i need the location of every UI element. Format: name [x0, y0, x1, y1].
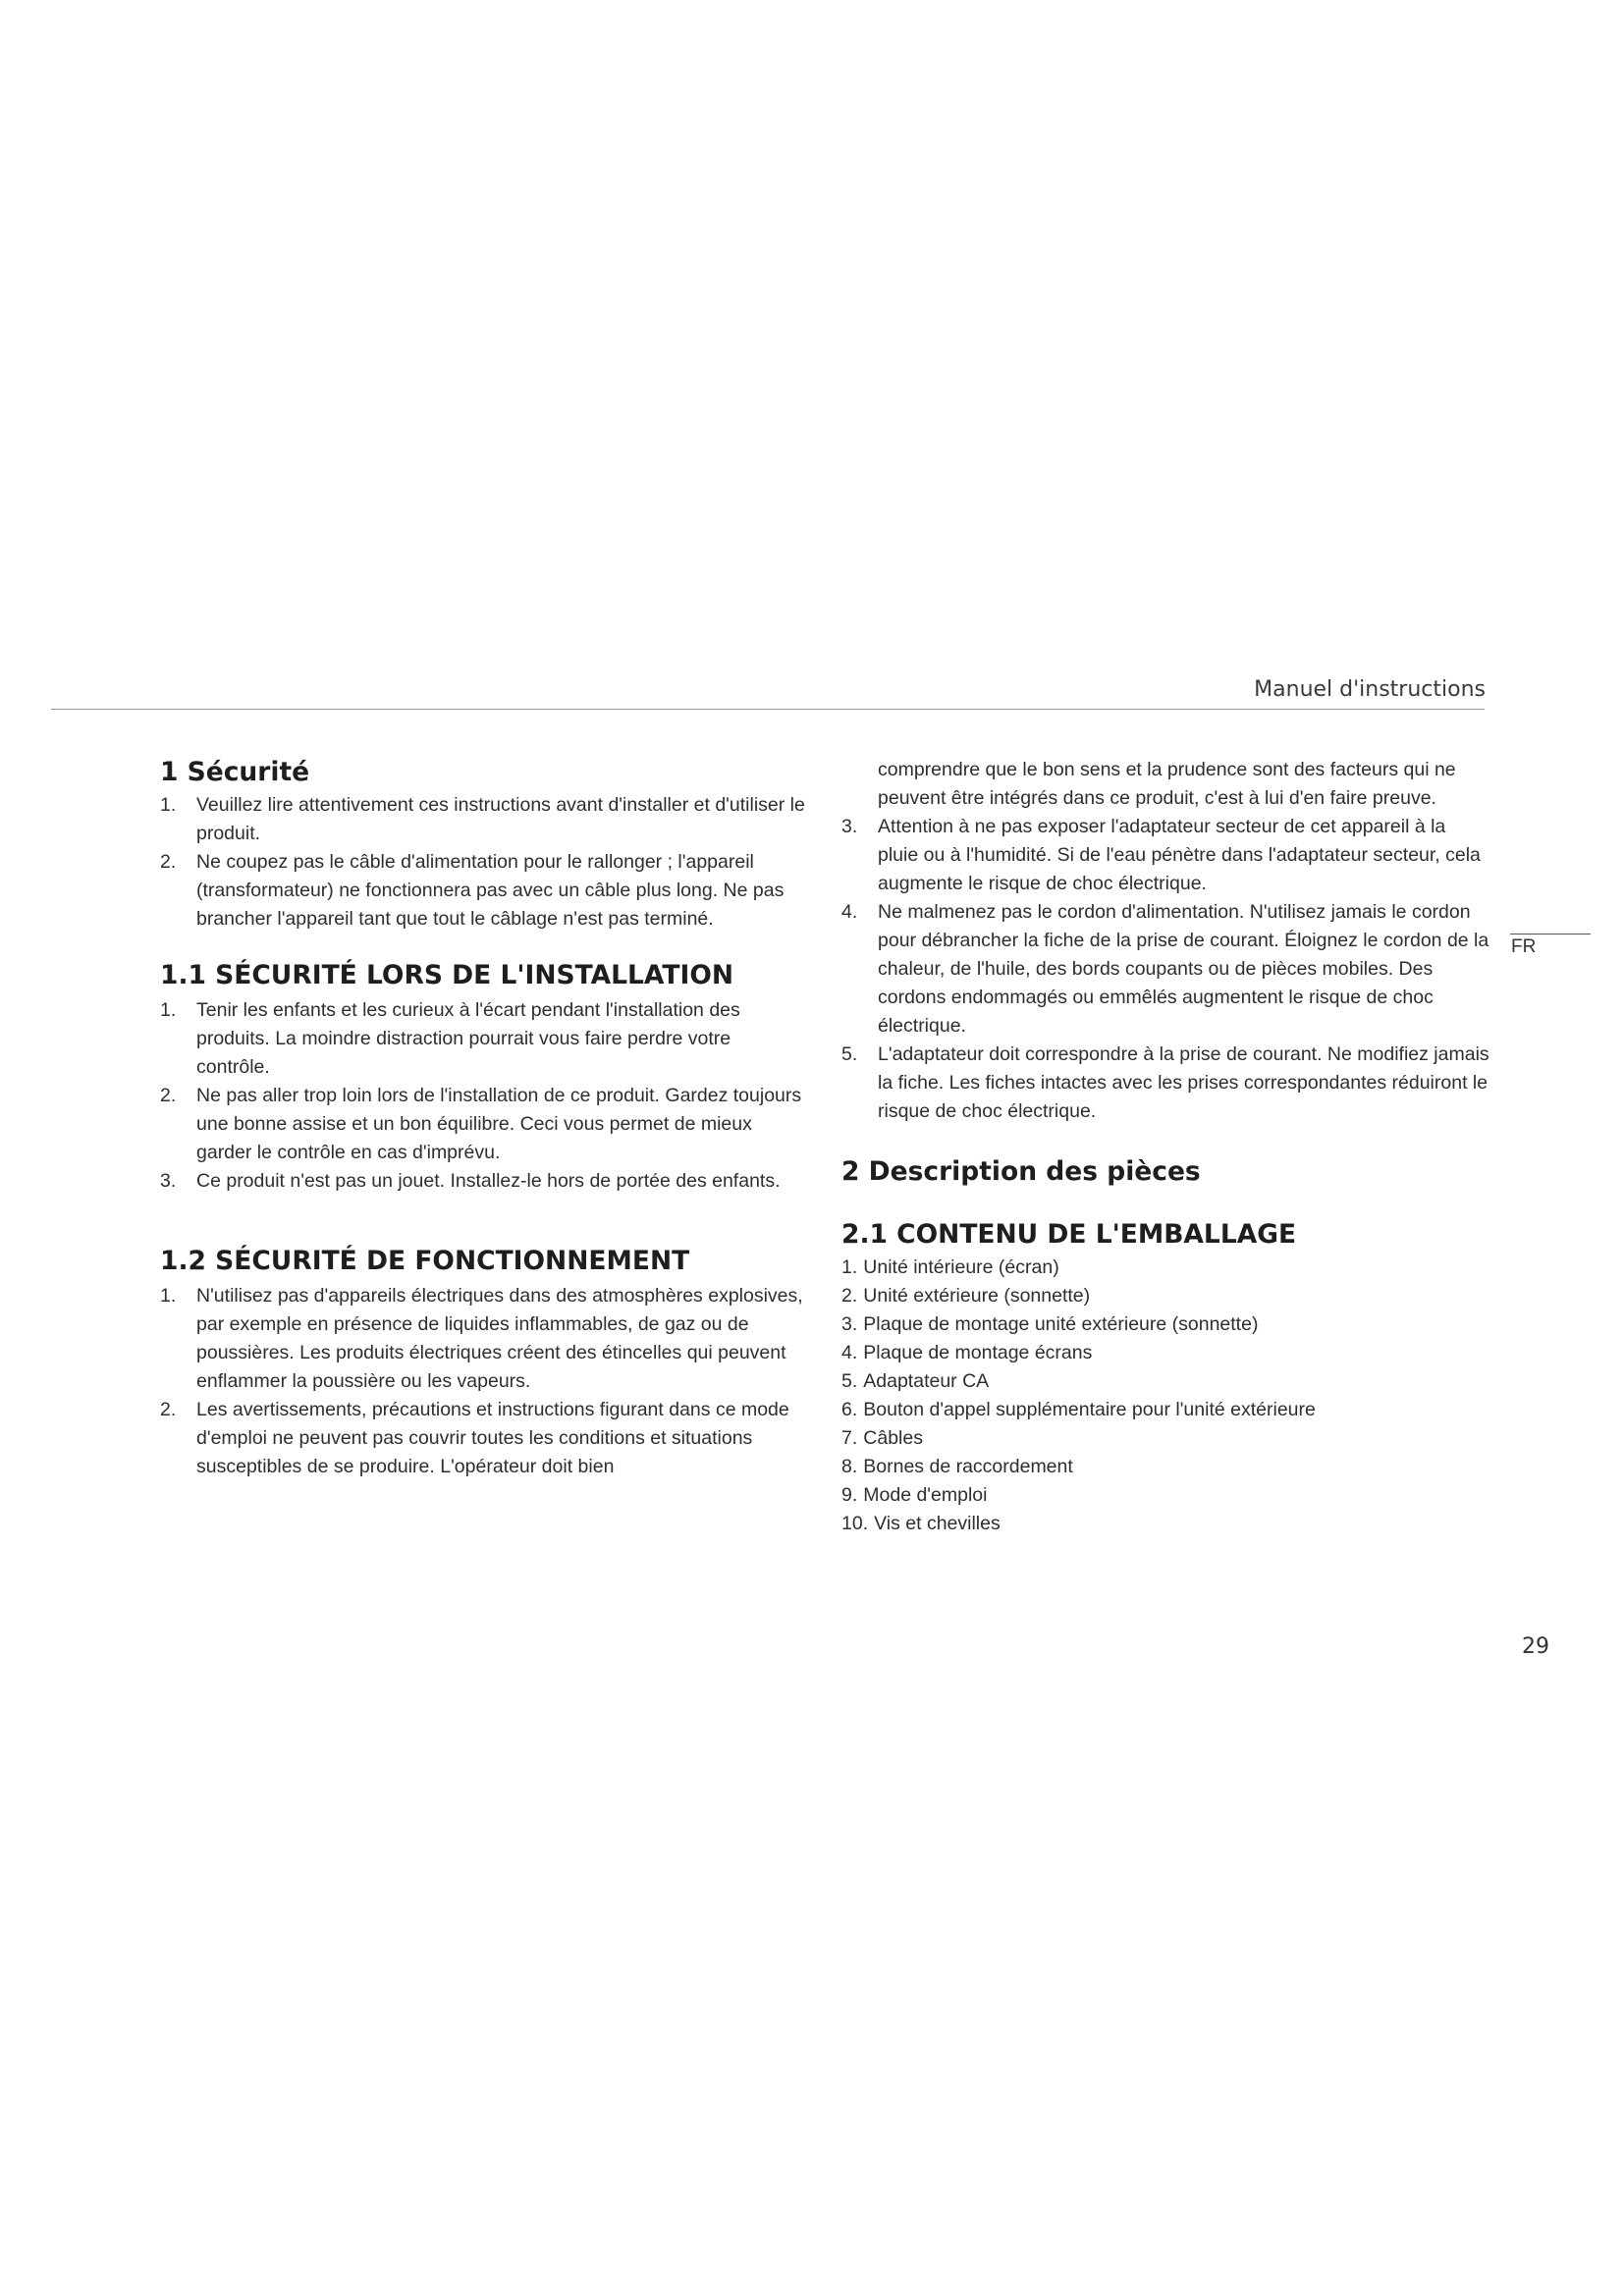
- list-item: [160, 1167, 808, 1196]
- section-1-1-heading: 1.1 SÉCURITÉ LORS DE L'INSTALLATION: [160, 960, 734, 990]
- list-item: [160, 1396, 808, 1481]
- list-item: [841, 1396, 1489, 1424]
- list-number: 4.: [841, 1342, 858, 1363]
- list-item: [841, 1510, 1489, 1538]
- list-item: [841, 1041, 1489, 1126]
- list-item: [841, 1282, 1489, 1310]
- list-text: Unité extérieure (sonnette): [863, 1285, 1091, 1307]
- list-item: [841, 813, 1489, 898]
- list-item: [841, 1453, 1489, 1481]
- list-item: [841, 1310, 1489, 1339]
- list-text: Bouton d'appel supplémentaire pour l'unité extérieure: [863, 1399, 1316, 1420]
- list-text: Ce produit n'est pas un jouet. Installez-le hors de portée des enfants.: [196, 1170, 781, 1192]
- package-contents-list: [841, 1254, 1489, 1538]
- list-text: Tenir les enfants et les curieux à l'écart pendant l'installation des produits. La moindre distraction pourrait vous faire perdre votre contrôle.: [196, 999, 740, 1078]
- list-text: Adaptateur CA: [863, 1370, 990, 1392]
- list-text: Bornes de raccordement: [863, 1456, 1073, 1477]
- list-item: [841, 1481, 1489, 1510]
- list-item: [841, 1254, 1489, 1282]
- section-2-heading: 2 Description des pièces: [841, 1156, 1201, 1187]
- list-item: [841, 1339, 1489, 1367]
- list-number: 8.: [841, 1456, 858, 1477]
- list-number: 1.: [160, 1285, 177, 1307]
- list-number: 5.: [841, 1043, 858, 1065]
- list-item: [160, 996, 808, 1082]
- list-item: [160, 1282, 808, 1396]
- list-text: Veuillez lire attentivement ces instructions avant d'installer et d'utiliser le produit.: [196, 794, 805, 844]
- list-number: 9.: [841, 1484, 858, 1506]
- language-tab: FR: [1511, 936, 1537, 957]
- list-number: 3.: [160, 1170, 177, 1192]
- left-column: [160, 756, 808, 1481]
- list-number: 2.: [160, 1399, 177, 1420]
- list-item: [160, 848, 808, 934]
- list-number: 10.: [841, 1513, 869, 1534]
- list-text: Unité intérieure (écran): [863, 1256, 1059, 1278]
- list-item: [841, 1424, 1489, 1453]
- section-1-2-heading: 1.2 SÉCURITÉ DE FONCTIONNEMENT: [160, 1246, 690, 1276]
- list-item: [841, 1367, 1489, 1396]
- header-rule: [51, 709, 1485, 710]
- list-text: N'utilisez pas d'appareils électriques dans des atmosphères explosives, par exemple en présence de liquides inflammables, de gaz ou de poussières. Les produits électriques créent des étincelles qui peuvent enflammer la poussière ou les vapeurs.: [196, 1285, 803, 1392]
- section-1-2-list: [160, 1282, 808, 1481]
- page-number: 29: [1522, 1634, 1549, 1659]
- list-text: Plaque de montage unité extérieure (sonnette): [863, 1313, 1259, 1335]
- list-item: [841, 898, 1489, 1041]
- list-number: 3.: [841, 1313, 858, 1335]
- list-text: Câbles: [863, 1427, 923, 1449]
- continued-paragraph: comprendre que le bon sens et la prudence sont des facteurs qui ne peuvent être intégrés dans ce produit, c'est à lui d'en faire preuve.: [878, 759, 1456, 809]
- list-text: Mode d'emploi: [863, 1484, 988, 1506]
- list-number: 5.: [841, 1370, 858, 1392]
- list-number: 1.: [160, 794, 177, 816]
- list-number: 3.: [841, 816, 858, 837]
- list-item: [160, 1082, 808, 1167]
- section-1-1-list: [160, 996, 808, 1196]
- list-item: [160, 791, 808, 848]
- list-number: 7.: [841, 1427, 858, 1449]
- list-text: L'adaptateur doit correspondre à la prise de courant. Ne modifiez jamais la fiche. Les fiches intactes avec les prises correspondantes réduiront le risque de choc électrique.: [878, 1043, 1489, 1122]
- list-text: Vis et chevilles: [874, 1513, 1001, 1534]
- list-text: Attention à ne pas exposer l'adaptateur secteur de cet appareil à la pluie ou à l'humidité. Si de l'eau pénètre dans l'adaptateur secteur, cela augmente le risque de choc électrique.: [878, 816, 1481, 894]
- list-text: Ne pas aller trop loin lors de l'installation de ce produit. Gardez toujours une bonne assise et un bon équilibre. Ceci vous permet de mieux garder le contrôle en cas d'imprévu.: [196, 1085, 802, 1163]
- section-1-list: [160, 791, 808, 934]
- list-text: Ne coupez pas le câble d'alimentation pour le rallonger ; l'appareil (transformateur) ne fonctionnera pas avec un câble plus long. Ne pas brancher l'appareil tant que tout le câblage n'est pas terminé.: [196, 851, 785, 930]
- list-text: Ne malmenez pas le cordon d'alimentation. N'utilisez jamais le cordon pour débrancher la fiche de la prise de courant. Éloignez le cordon de la chaleur, de l'huile, des bords coupants ou de pièces mobiles. Des cordons endommagés ou emmêlés augmentent le risque de choc électrique.: [878, 901, 1489, 1037]
- list-number: 1.: [841, 1256, 858, 1278]
- list-number: 6.: [841, 1399, 858, 1420]
- section-2-1-heading: 2.1 CONTENU DE L'EMBALLAGE: [841, 1219, 1297, 1250]
- right-column: [841, 756, 1489, 1538]
- list-number: 4.: [841, 901, 858, 923]
- section-1-2-list-continued: [841, 813, 1489, 1126]
- list-number: 1.: [160, 999, 177, 1021]
- section-1-heading: 1 Sécurité: [160, 757, 310, 787]
- running-header-title: Manuel d'instructions: [1254, 677, 1486, 702]
- list-text: Plaque de montage écrans: [863, 1342, 1093, 1363]
- list-number: 2.: [160, 851, 177, 873]
- list-number: 2.: [160, 1085, 177, 1106]
- list-text: Les avertissements, précautions et instructions figurant dans ce mode d'emploi ne peuvent pas couvrir toutes les conditions et situations susceptibles de se produire. L'opérateur doit bien: [196, 1399, 789, 1477]
- list-number: 2.: [841, 1285, 858, 1307]
